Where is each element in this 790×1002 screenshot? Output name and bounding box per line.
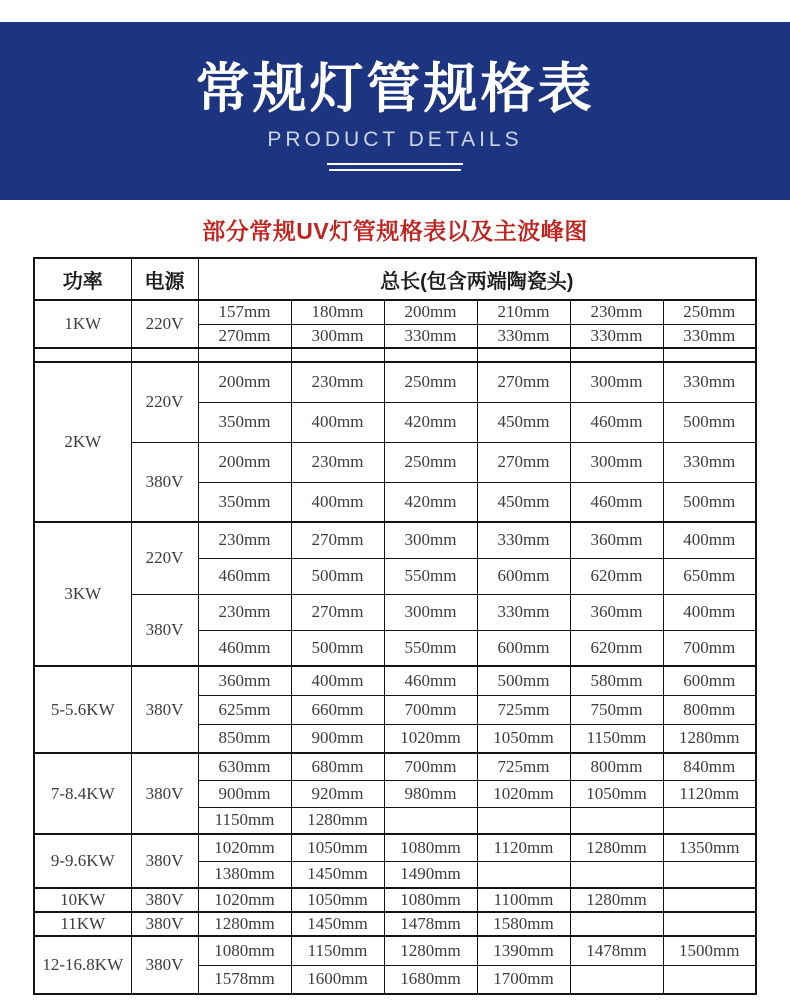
- length-cell: 600mm: [663, 666, 756, 695]
- length-cell: 300mm: [291, 324, 384, 348]
- length-cell: 500mm: [663, 482, 756, 522]
- length-cell: 1450mm: [291, 912, 384, 936]
- length-cell: 725mm: [477, 695, 570, 724]
- voltage-cell: 380V: [131, 834, 198, 888]
- length-cell: 420mm: [384, 482, 477, 522]
- length-cell: 1120mm: [477, 834, 570, 861]
- spec-table: [33, 257, 757, 995]
- empty-cell: [663, 888, 756, 912]
- length-cell: 500mm: [477, 666, 570, 695]
- length-cell: 450mm: [477, 482, 570, 522]
- empty-cell: [663, 807, 756, 834]
- length-cell: 1050mm: [477, 724, 570, 753]
- length-cell: 250mm: [384, 362, 477, 402]
- length-cell: 460mm: [570, 482, 663, 522]
- divider-line-top: [327, 163, 463, 165]
- length-cell: 400mm: [291, 666, 384, 695]
- length-cell: 1680mm: [384, 965, 477, 994]
- divider-line-bottom: [329, 169, 461, 171]
- length-cell: 210mm: [477, 300, 570, 324]
- table-row: [34, 666, 756, 695]
- length-cell: 360mm: [570, 594, 663, 630]
- table-row: [34, 936, 756, 965]
- empty-cell: [570, 965, 663, 994]
- empty-cell: [384, 348, 477, 362]
- power-cell: 11KW: [34, 912, 131, 936]
- length-cell: 1478mm: [570, 936, 663, 965]
- length-cell: 230mm: [570, 300, 663, 324]
- length-cell: 620mm: [570, 558, 663, 594]
- length-cell: 400mm: [663, 594, 756, 630]
- length-cell: 650mm: [663, 558, 756, 594]
- table-row: [34, 442, 756, 482]
- length-cell: 725mm: [477, 753, 570, 780]
- length-cell: 1080mm: [198, 936, 291, 965]
- length-cell: 1500mm: [663, 936, 756, 965]
- length-cell: 1100mm: [477, 888, 570, 912]
- length-cell: 460mm: [384, 666, 477, 695]
- length-cell: 630mm: [198, 753, 291, 780]
- length-cell: 1050mm: [291, 834, 384, 861]
- length-cell: 330mm: [477, 594, 570, 630]
- voltage-cell: 220V: [131, 300, 198, 348]
- length-cell: 330mm: [570, 324, 663, 348]
- length-cell: 360mm: [198, 666, 291, 695]
- length-cell: 550mm: [384, 630, 477, 666]
- table-row: [34, 834, 756, 861]
- empty-cell: [570, 348, 663, 362]
- length-cell: 900mm: [291, 724, 384, 753]
- power-cell: 12-16.8KW: [34, 936, 131, 994]
- length-cell: 330mm: [477, 522, 570, 558]
- length-cell: 1150mm: [570, 724, 663, 753]
- length-cell: 1020mm: [384, 724, 477, 753]
- length-cell: 900mm: [198, 780, 291, 807]
- length-cell: 200mm: [384, 300, 477, 324]
- length-cell: 700mm: [663, 630, 756, 666]
- length-cell: 1280mm: [291, 807, 384, 834]
- length-cell: 300mm: [384, 594, 477, 630]
- length-cell: 460mm: [198, 558, 291, 594]
- length-cell: 200mm: [198, 362, 291, 402]
- length-cell: 1280mm: [384, 936, 477, 965]
- page-subtitle: PRODUCT DETAILS: [267, 128, 523, 152]
- length-cell: 1580mm: [477, 912, 570, 936]
- empty-cell: [570, 807, 663, 834]
- length-cell: 550mm: [384, 558, 477, 594]
- length-cell: 450mm: [477, 402, 570, 442]
- voltage-cell: 380V: [131, 666, 198, 753]
- length-cell: 300mm: [384, 522, 477, 558]
- empty-cell: [198, 348, 291, 362]
- table-header-row: [34, 258, 756, 300]
- length-cell: 200mm: [198, 442, 291, 482]
- col-header-voltage: 电源: [131, 258, 198, 300]
- length-cell: 980mm: [384, 780, 477, 807]
- length-cell: 1450mm: [291, 861, 384, 888]
- voltage-cell: 380V: [131, 442, 198, 522]
- length-cell: 1120mm: [663, 780, 756, 807]
- table-row: [34, 888, 756, 912]
- length-cell: 680mm: [291, 753, 384, 780]
- power-cell: 7-8.4KW: [34, 753, 131, 834]
- length-cell: 1280mm: [570, 888, 663, 912]
- length-cell: 270mm: [477, 362, 570, 402]
- header-banner: [0, 22, 790, 200]
- empty-cell: [663, 348, 756, 362]
- length-cell: 330mm: [663, 324, 756, 348]
- length-cell: 300mm: [570, 362, 663, 402]
- length-cell: 500mm: [663, 402, 756, 442]
- length-cell: 330mm: [663, 442, 756, 482]
- voltage-cell: 380V: [131, 936, 198, 994]
- power-cell: 9-9.6KW: [34, 834, 131, 888]
- length-cell: 330mm: [663, 362, 756, 402]
- length-cell: 300mm: [570, 442, 663, 482]
- length-cell: 400mm: [291, 402, 384, 442]
- length-cell: 1020mm: [198, 888, 291, 912]
- length-cell: 1578mm: [198, 965, 291, 994]
- empty-cell: [663, 965, 756, 994]
- length-cell: 230mm: [198, 522, 291, 558]
- table-row: [34, 912, 756, 936]
- voltage-cell: 380V: [131, 594, 198, 666]
- length-cell: 230mm: [291, 362, 384, 402]
- empty-cell: [570, 861, 663, 888]
- empty-cell: [291, 348, 384, 362]
- voltage-cell: 380V: [131, 888, 198, 912]
- empty-cell: [477, 348, 570, 362]
- length-cell: 350mm: [198, 482, 291, 522]
- table-row: [34, 522, 756, 558]
- empty-cell: [34, 348, 131, 362]
- power-cell: 10KW: [34, 888, 131, 912]
- empty-cell: [384, 807, 477, 834]
- length-cell: 1280mm: [570, 834, 663, 861]
- length-cell: 920mm: [291, 780, 384, 807]
- length-cell: 1280mm: [198, 912, 291, 936]
- length-cell: 620mm: [570, 630, 663, 666]
- length-cell: 500mm: [291, 558, 384, 594]
- length-cell: 1050mm: [570, 780, 663, 807]
- length-cell: 500mm: [291, 630, 384, 666]
- length-cell: 230mm: [198, 594, 291, 630]
- table-row: [34, 362, 756, 402]
- length-cell: 600mm: [477, 558, 570, 594]
- length-cell: 350mm: [198, 402, 291, 442]
- empty-cell: [663, 861, 756, 888]
- col-header-length: 总长(包含两端陶瓷头): [198, 258, 756, 300]
- length-cell: 800mm: [663, 695, 756, 724]
- length-cell: 850mm: [198, 724, 291, 753]
- length-cell: 1080mm: [384, 888, 477, 912]
- length-cell: 270mm: [477, 442, 570, 482]
- length-cell: 700mm: [384, 753, 477, 780]
- power-cell: 1KW: [34, 300, 131, 348]
- length-cell: 1478mm: [384, 912, 477, 936]
- length-cell: 1080mm: [384, 834, 477, 861]
- empty-cell: [477, 807, 570, 834]
- power-cell: 3KW: [34, 522, 131, 666]
- length-cell: 250mm: [384, 442, 477, 482]
- length-cell: 660mm: [291, 695, 384, 724]
- empty-cell: [663, 912, 756, 936]
- length-cell: 1380mm: [198, 861, 291, 888]
- length-cell: 1020mm: [198, 834, 291, 861]
- length-cell: 1600mm: [291, 965, 384, 994]
- voltage-cell: 380V: [131, 753, 198, 834]
- length-cell: 330mm: [477, 324, 570, 348]
- empty-cell: [131, 348, 198, 362]
- length-cell: 600mm: [477, 630, 570, 666]
- page-title: 常规灯管规格表: [195, 59, 595, 119]
- length-cell: 270mm: [198, 324, 291, 348]
- length-cell: 230mm: [291, 442, 384, 482]
- empty-cell: [570, 912, 663, 936]
- length-cell: 330mm: [384, 324, 477, 348]
- power-cell: 5-5.6KW: [34, 666, 131, 753]
- empty-cell: [477, 861, 570, 888]
- length-cell: 840mm: [663, 753, 756, 780]
- table-row: [34, 594, 756, 630]
- length-cell: 180mm: [291, 300, 384, 324]
- length-cell: 1150mm: [291, 936, 384, 965]
- section-heading: 部分常规UV灯管规格表以及主波峰图: [202, 218, 588, 244]
- col-header-power: 功率: [34, 258, 131, 300]
- length-cell: 250mm: [663, 300, 756, 324]
- length-cell: 157mm: [198, 300, 291, 324]
- voltage-cell: 220V: [131, 522, 198, 594]
- table-row: [34, 300, 756, 324]
- length-cell: 800mm: [570, 753, 663, 780]
- length-cell: 360mm: [570, 522, 663, 558]
- length-cell: 400mm: [663, 522, 756, 558]
- length-cell: 1350mm: [663, 834, 756, 861]
- length-cell: 750mm: [570, 695, 663, 724]
- length-cell: 625mm: [198, 695, 291, 724]
- length-cell: 1020mm: [477, 780, 570, 807]
- length-cell: 270mm: [291, 594, 384, 630]
- length-cell: 460mm: [570, 402, 663, 442]
- length-cell: 400mm: [291, 482, 384, 522]
- voltage-cell: 380V: [131, 912, 198, 936]
- length-cell: 580mm: [570, 666, 663, 695]
- length-cell: 1490mm: [384, 861, 477, 888]
- length-cell: 460mm: [198, 630, 291, 666]
- length-cell: 1050mm: [291, 888, 384, 912]
- length-cell: 1390mm: [477, 936, 570, 965]
- length-cell: 270mm: [291, 522, 384, 558]
- length-cell: 1700mm: [477, 965, 570, 994]
- voltage-cell: 220V: [131, 362, 198, 442]
- table-row: [34, 753, 756, 780]
- length-cell: 700mm: [384, 695, 477, 724]
- power-cell: 2KW: [34, 362, 131, 522]
- length-cell: 420mm: [384, 402, 477, 442]
- spacer-row: [34, 348, 756, 362]
- length-cell: 1280mm: [663, 724, 756, 753]
- length-cell: 1150mm: [198, 807, 291, 834]
